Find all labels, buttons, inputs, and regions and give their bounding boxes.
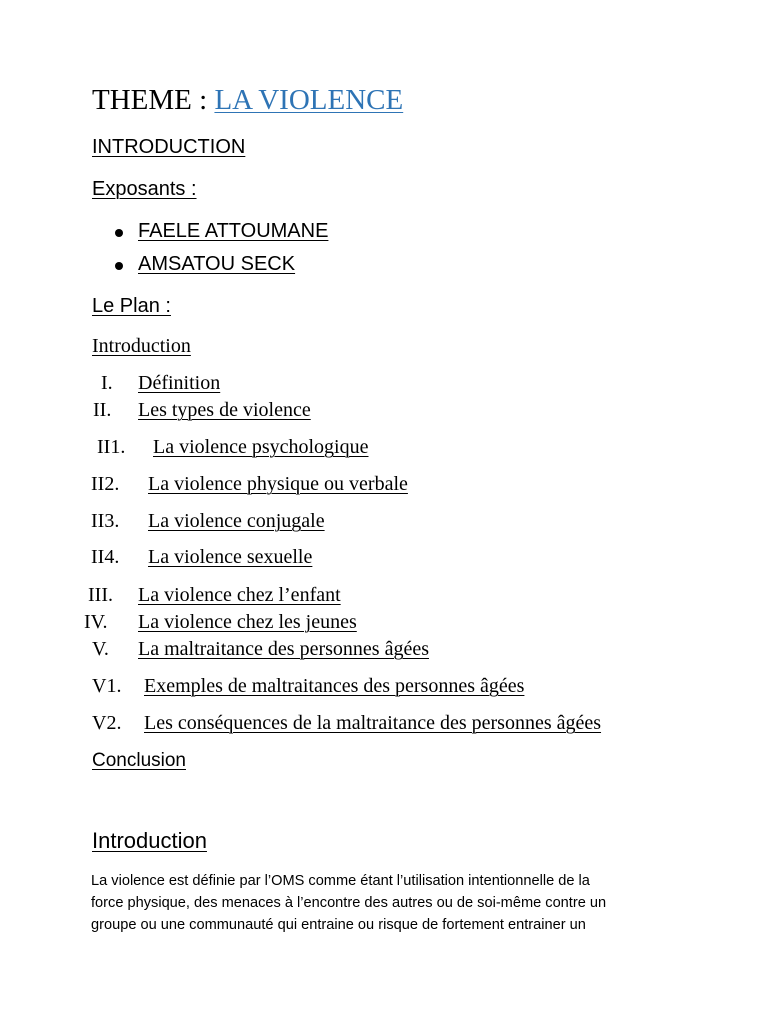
plan-item-text: Définition bbox=[138, 372, 221, 394]
plan-item-number: V. bbox=[92, 638, 109, 660]
bullet-icon bbox=[115, 229, 123, 237]
plan-item-text: La maltraitance des personnes âgées bbox=[138, 638, 429, 660]
plan-item-text: La violence sexuelle bbox=[148, 546, 313, 568]
introduction-label: INTRODUCTION bbox=[92, 136, 246, 158]
plan-item-text: Les conséquences de la maltraitance des personnes âgées bbox=[144, 712, 602, 734]
paragraph-line: La violence est définie par l’OMS comme étant l’utilisation intentionnelle de la bbox=[91, 873, 590, 889]
plan-item-number: II2. bbox=[91, 473, 120, 495]
exposants-label: Exposants : bbox=[92, 178, 197, 200]
plan-item-number: II3. bbox=[91, 510, 120, 532]
introduction-paragraph bbox=[91, 870, 681, 936]
plan-item-number: V2. bbox=[92, 712, 122, 734]
bullet-icon bbox=[115, 262, 123, 270]
plan-intro: Introduction bbox=[92, 335, 191, 357]
plan-item-text: La violence physique ou verbale bbox=[148, 473, 408, 495]
title-accent: LA VIOLENCE bbox=[214, 84, 404, 116]
paragraph-line: force physique, des menaces à l’encontre des autres ou de soi-même contre un bbox=[91, 895, 607, 911]
paragraph-line: groupe ou une communauté qui entraine ou risque de fortement entrainer un bbox=[91, 917, 586, 933]
exposant-item: FAELE ATTOUMANE bbox=[138, 220, 329, 242]
plan-item-number: II4. bbox=[91, 546, 120, 568]
plan-item-number: V1. bbox=[92, 675, 122, 697]
plan-item-text: La violence chez l’enfant bbox=[138, 584, 341, 606]
plan-item-text: La violence chez les jeunes bbox=[138, 611, 357, 633]
plan-label: Le Plan : bbox=[92, 295, 171, 317]
plan-item-number: IV. bbox=[84, 611, 108, 633]
plan-item-number: II1. bbox=[97, 436, 126, 458]
plan-item-text: Exemples de maltraitances des personnes âgées bbox=[144, 675, 525, 697]
conclusion-label: Conclusion bbox=[92, 750, 186, 771]
plan-item-text: La violence conjugale bbox=[148, 510, 325, 532]
exposant-item: AMSATOU SECK bbox=[138, 253, 296, 275]
plan-item-text: La violence psychologique bbox=[153, 436, 369, 458]
document-title bbox=[92, 84, 403, 117]
plan-item-number: II. bbox=[93, 399, 112, 421]
section-heading-introduction: Introduction bbox=[92, 828, 207, 853]
plan-item-text: Les types de violence bbox=[138, 399, 311, 421]
title-prefix: THEME : bbox=[92, 84, 215, 116]
plan-item-number: III. bbox=[88, 584, 113, 606]
plan-item-number: I. bbox=[101, 372, 113, 394]
